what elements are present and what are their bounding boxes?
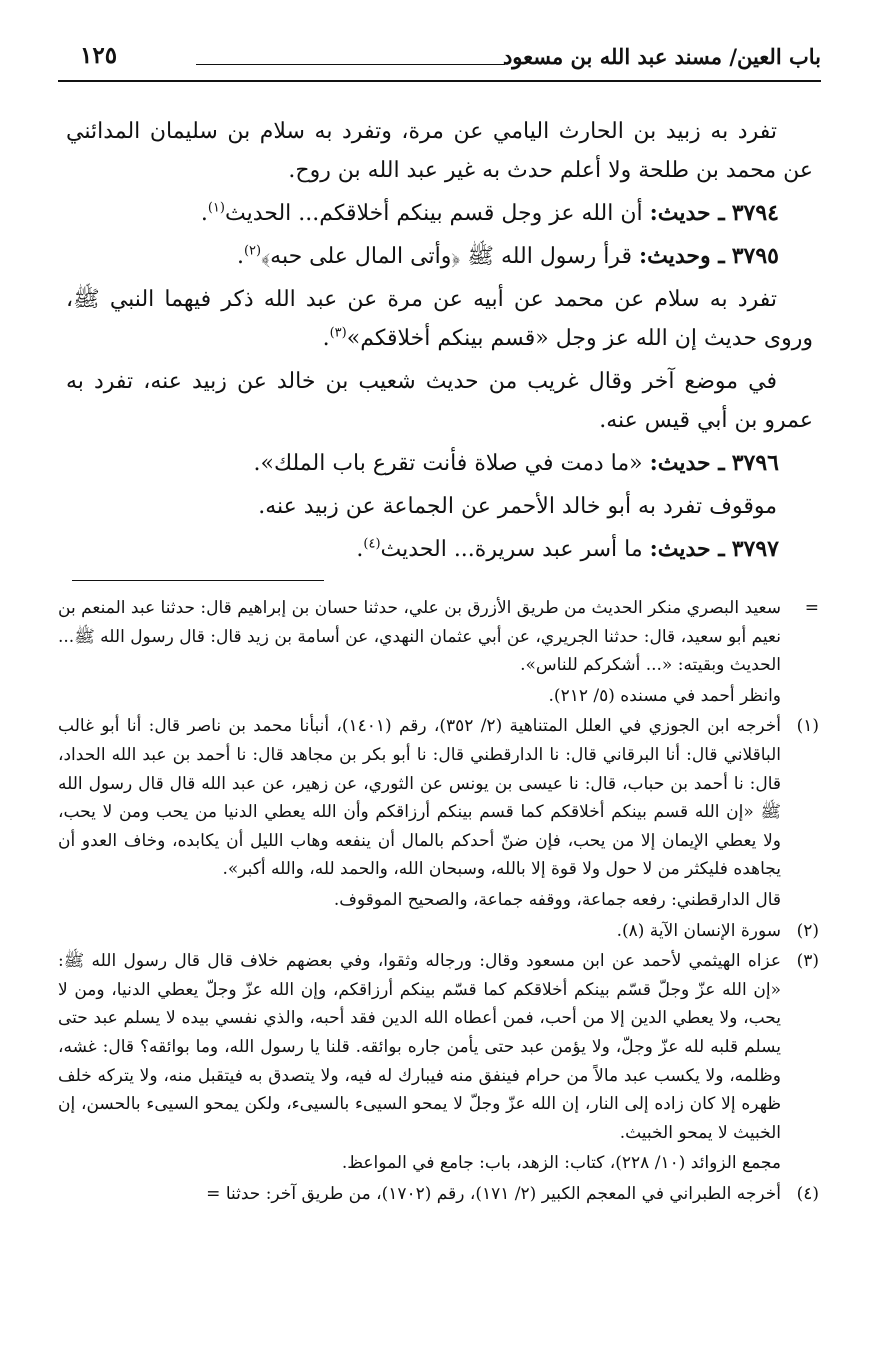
footnote-text: مجمع الزوائد (١٠/ ٢٢٨)، كتاب: الزهد، باب: جامع في المواعظ. [341, 1153, 781, 1174]
footnote-ref[interactable]: (٢) [243, 243, 262, 259]
footnote-text: عزاه الهيثمي لأحمد عن ابن مسعود وقال: ورجاله وثقوا، وفي بعضهم خلاف قال قال رسول الله ﷺ: «إن الله عزّ وجلّ قسّم بينكم أخلاقكم كما قسّم بينكم أرزاقكم، وإن الله عزّ وجلّ يعطي الدنيا، ومن لا يحب، ولا يعطي الدين إلا من أحب، فمن أعطاه الله الدين فقد أحبه، والذي نفسي بيده لا يسلم عبد حتى يسلم قلبه لله عزّ وجلّ، ولا يؤمن عبد حتى يأمن جاره بوائقه. قلنا يا رسول الله، وما بوائقه؟ قال: غشه، وظلمه، ولا يكسب عبد مالاً من حرام فينفق منه فيبارك له فيه، ولا يتصدق به فيتقبل منه، ولا يتركه خلف ظهره إلا كان زاده إلى النار، إن الله عزّ وجلّ لا يمحو السيىء بالسيىء، ولكن يمحو السيىء بالحسن، إن الخبيث لا يمحو الخبيث. [58, 951, 782, 1143]
hadith-label: ـ حديث: [649, 200, 725, 226]
footnote-mark: (١) [796, 716, 819, 737]
hadith-3797: ٣٧٩٧ ـ حديث: ما أسر عبد سريرة... الحديث$^{(٤)}$. [356, 536, 779, 562]
paragraph: في موضع آخر وقال غريب من حديث شعيب بن خالد عن زبيد عنه، تفرد به عمرو بن أبي قيس عنه. [66, 369, 813, 433]
footnote-ref[interactable]: (٣) [329, 325, 347, 341]
hadith-number: ٣٧٩٦ [731, 450, 779, 476]
footnote-text: أخرجه الطبراني في المعجم الكبير (٢/ ١٧١)، رقم (١٧٠٢)، من طريق آخر: حدثنا = [206, 1183, 781, 1204]
footnote-mark: = [804, 598, 819, 618]
hadith-text: «ما دمت في صلاة فأنت تقرع باب الملك». [253, 451, 643, 476]
header-leader-line [196, 64, 505, 65]
hadith-label: ـ وحديث: [639, 243, 725, 269]
running-title: باب العين/ مسند عبد الله بن مسعود [502, 44, 821, 69]
hadith-number: ٣٧٩٥ [731, 243, 779, 269]
paragraph: تفرد به سلام عن محمد عن أبيه عن مرة عن عبد الله ذكر فيهما النبي ﷺ، وروى حديث إن الله عز وجل «قسم بينكم أخلاقكم»$^{(٣)}$. [66, 287, 813, 351]
footnote-1 [58, 712, 819, 914]
hadith-number: ٣٧٩٧ [731, 536, 779, 562]
hadith-text: قرأ رسول الله ﷺ ﴿وأتى المال على حبه﴾ [261, 244, 632, 269]
footnote-2 [58, 917, 819, 946]
page-header [58, 40, 821, 74]
hadith-3794: ٣٧٩٤ ـ حديث: أن الله عز وجل قسم بينكم أخلاقكم... الحديث$^{(١)}$. [200, 200, 779, 226]
footnote-text: قال الدارقطني: رفعه جماعة، ووقفه جماعة، والصحيح الموقوف. [333, 889, 781, 910]
hadith-3796 [66, 444, 813, 483]
footnote-ref[interactable]: (٤) [363, 536, 381, 552]
hadith-number: ٣٧٩٤ [731, 200, 779, 226]
footnote-text: وانظر أحمد في مسنده (٥/ ٢١٢). [548, 685, 781, 706]
footnote-3 [58, 947, 819, 1178]
hadith-text: أن الله عز وجل قسم بينكم أخلاقكم... الحديث [224, 201, 643, 226]
header-rule [58, 80, 821, 82]
hadith-3795: ٣٧٩٥ ـ وحديث: قرأ رسول الله ﷺ ﴿وأتى المال على حبه﴾$^{(٢)}$. [236, 243, 779, 269]
footnote-continuation [58, 594, 819, 710]
hadith-label: ـ حديث: [649, 536, 725, 562]
hadith-label: ـ حديث: [649, 450, 725, 476]
footnote-mark: (٣) [796, 951, 819, 972]
main-text [66, 112, 813, 573]
footnote-text: أخرجه ابن الجوزي في العلل المتناهية (٢/ ٣٥٢)، رقم (١٤٠١)، أنبأنا محمد بن ناصر قال: أنا أبو غالب الباقلاني قال: أنا البرقاني قال: نا الدارقطني قال: نا أبو بكر بن مجاهد قال: نا أحمد بن عبد الله الحداد، قال: نا أحمد بن حباب، قال: نا عيسى بن يونس عن الثوري، عن زهير، عن عبد الله قال قال رسول الله ﷺ «إن الله قسم بينكم أخلاقكم كما قسم بينكم أرزاقكم وأن الله يعطي الدنيا من يحب ومن لا يحب، ولا يعطي الإيمان إلا من يحب، فإن ضنّ أحدكم بالمال أن ينفعه وهاب الليل أن يكابده، وخاف العدو أن يجاهده فليكثر من لا حول ولا قوة إلا بالله، وسبحان الله، والحمد لله، والله أكبر». [58, 716, 781, 880]
footnote-separator [72, 580, 324, 581]
footnote-mark: (٤) [796, 1183, 819, 1204]
footnote-4 [58, 1180, 819, 1209]
footnote-text: سعيد البصري منكر الحديث من طريق الأزرق بن علي، حدثنا حسان بن إبراهيم قال: حدثنا عبد المنعم بن نعيم أبو سعيد، قال: حدثنا الجريري، عن أبي عثمان النهدي، عن أسامة بن زيد قال: قال رسول الله ﷺ... الحديث وبقيته: «... أشكركم للناس». [58, 598, 781, 676]
paragraph: تفرد به زبيد بن الحارث اليامي عن مرة، وتفرد به سلام بن سليمان المدائني عن محمد بن طلحة ولا أعلم حدث به غير عبد الله بن روح. [66, 119, 813, 183]
hadith-text: ما أسر عبد سريرة... الحديث [380, 537, 643, 562]
footnotes [58, 594, 819, 1210]
footnote-ref[interactable]: (١) [207, 200, 225, 216]
footnote-text: سورة الإنسان الآية (٨). [616, 920, 781, 941]
footnote-mark: (٢) [796, 920, 819, 941]
page-number: ١٢٥ [80, 42, 118, 69]
paragraph: موقوف تفرد به أبو خالد الأحمر عن الجماعة عن زبيد عنه. [258, 494, 777, 519]
